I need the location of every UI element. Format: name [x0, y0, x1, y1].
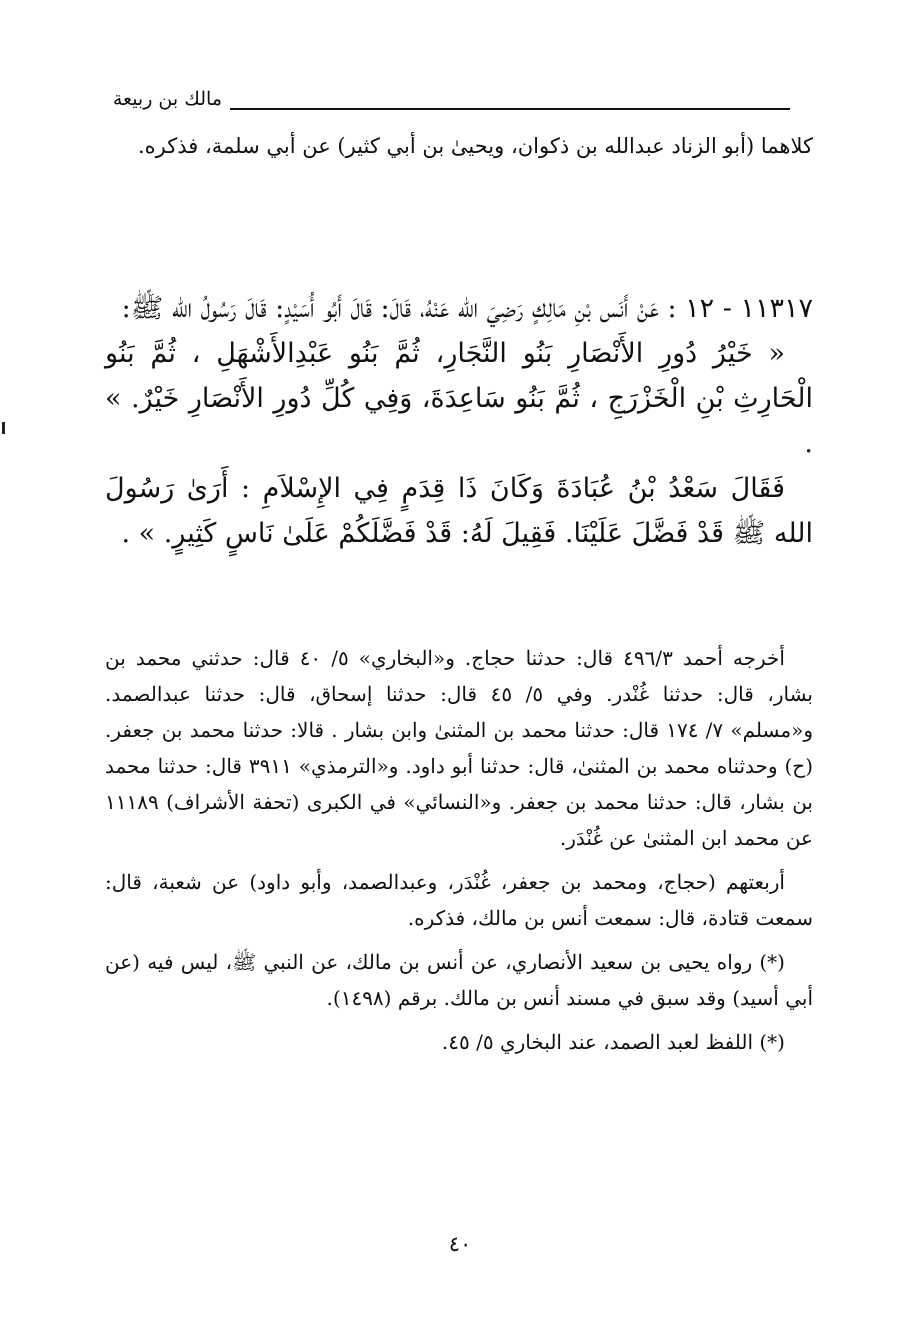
running-title: مالك بن ربيعة: [112, 88, 222, 110]
hadith-continuation: فَقَالَ سَعْدُ بْنُ عُبَادَةَ وَكَانَ ذَا قِدَمٍ فِي الإِسْلاَمِ : أَرَىٰ رَسُولَ الله ﷺ قَدْ فَضَّلَ عَلَيْنَا. فَقِيلَ لَهُ: قَدْ فَضَّلَكُمْ عَلَىٰ نَاسٍ كَثِيرٍ. » .: [105, 473, 813, 549]
note-paragraph: (*) اللفظ لعبد الصمد، عند البخاري ٥/ ٤٥.: [441, 1030, 785, 1054]
takhrij-notes: [105, 640, 813, 1068]
page-number: ٤٠: [448, 1232, 472, 1256]
header-rule: [230, 108, 790, 110]
note-paragraph: (*) رواه يحيى بن سعيد الأنصاري، عن أنس بن مالك، عن النبي ﷺ، ليس فيه (عن أبي أسيد) وقد سبق في مسند أنس بن مالك. برقم (١٤٩٨).: [105, 950, 813, 1010]
intro-paragraph: كلاهما (أبو الزناد عبدالله بن ذكوان، ويحيىٰ بن أبي كثير) عن أبي سلمة، فذكره.: [137, 134, 813, 158]
note-paragraph: أخرجه أحمد ٤٩٦/٣ قال: حدثنا حجاج. و«البخاري» ٥/ ٤٠ قال: حدثني محمد بن بشار، قال: حدثنا غُنْدر. وفي ٥/ ٤٥ قال: حدثنا إسحاق، قال: حدثنا عبدالصمد. و«مسلم» ٧/ ١٧٤ قال: حدثنا محمد بن المثنىٰ وابن بشار . قالا: حدثنا محمد بن جعفر. (ح) وحدثناه محمد بن المثنىٰ، قال: حدثنا أبو داود. و«الترمذي» ٣٩١١ قال: حدثنا محمد بن بشار، قال: حدثنا محمد بن جعفر. و«النسائي» في الكبرى (تحفة الأشراف) ١١١٨٩ عن محمد ابن المثنىٰ عن غُنْدَر.: [105, 646, 813, 850]
hadith-text: [105, 286, 813, 556]
margin-mark: [2, 422, 5, 434]
note-paragraph: أربعتهم (حجاج، ومحمد بن جعفر، غُنْدَر، وعبدالصمد، وأبو داود) عن شعبة، قال: سمعت قتادة، قال: سمعت أنس بن مالك، فذكره.: [105, 870, 813, 930]
hadith-opening: ١١٣١٧ - ١٢ : عَنْ أَنَس بْنِ مَالِكٍ رَضِيَ الله عَنْهُ، قَالَ: قَالَ أَبُو أُسَيْدٍ: قَالَ رَسُولُ الله ﷺ:: [121, 293, 813, 324]
page-header: [112, 88, 790, 126]
hadith-quote: « خَيْرُ دُورِ الأَنْصَارِ بَنُو النَّجَارِ، ثُمَّ بَنُو عَبْدِالأَشْهَلِ ، ثُمَّ بَنُو الْحَارِثِ بْنِ الْخَزْرَجِ ، ثُمَّ بَنُو سَاعِدَةَ، وَفِي كُلِّ دُورِ الأَنْصَارِ خَيْرٌ. » .: [105, 338, 813, 459]
